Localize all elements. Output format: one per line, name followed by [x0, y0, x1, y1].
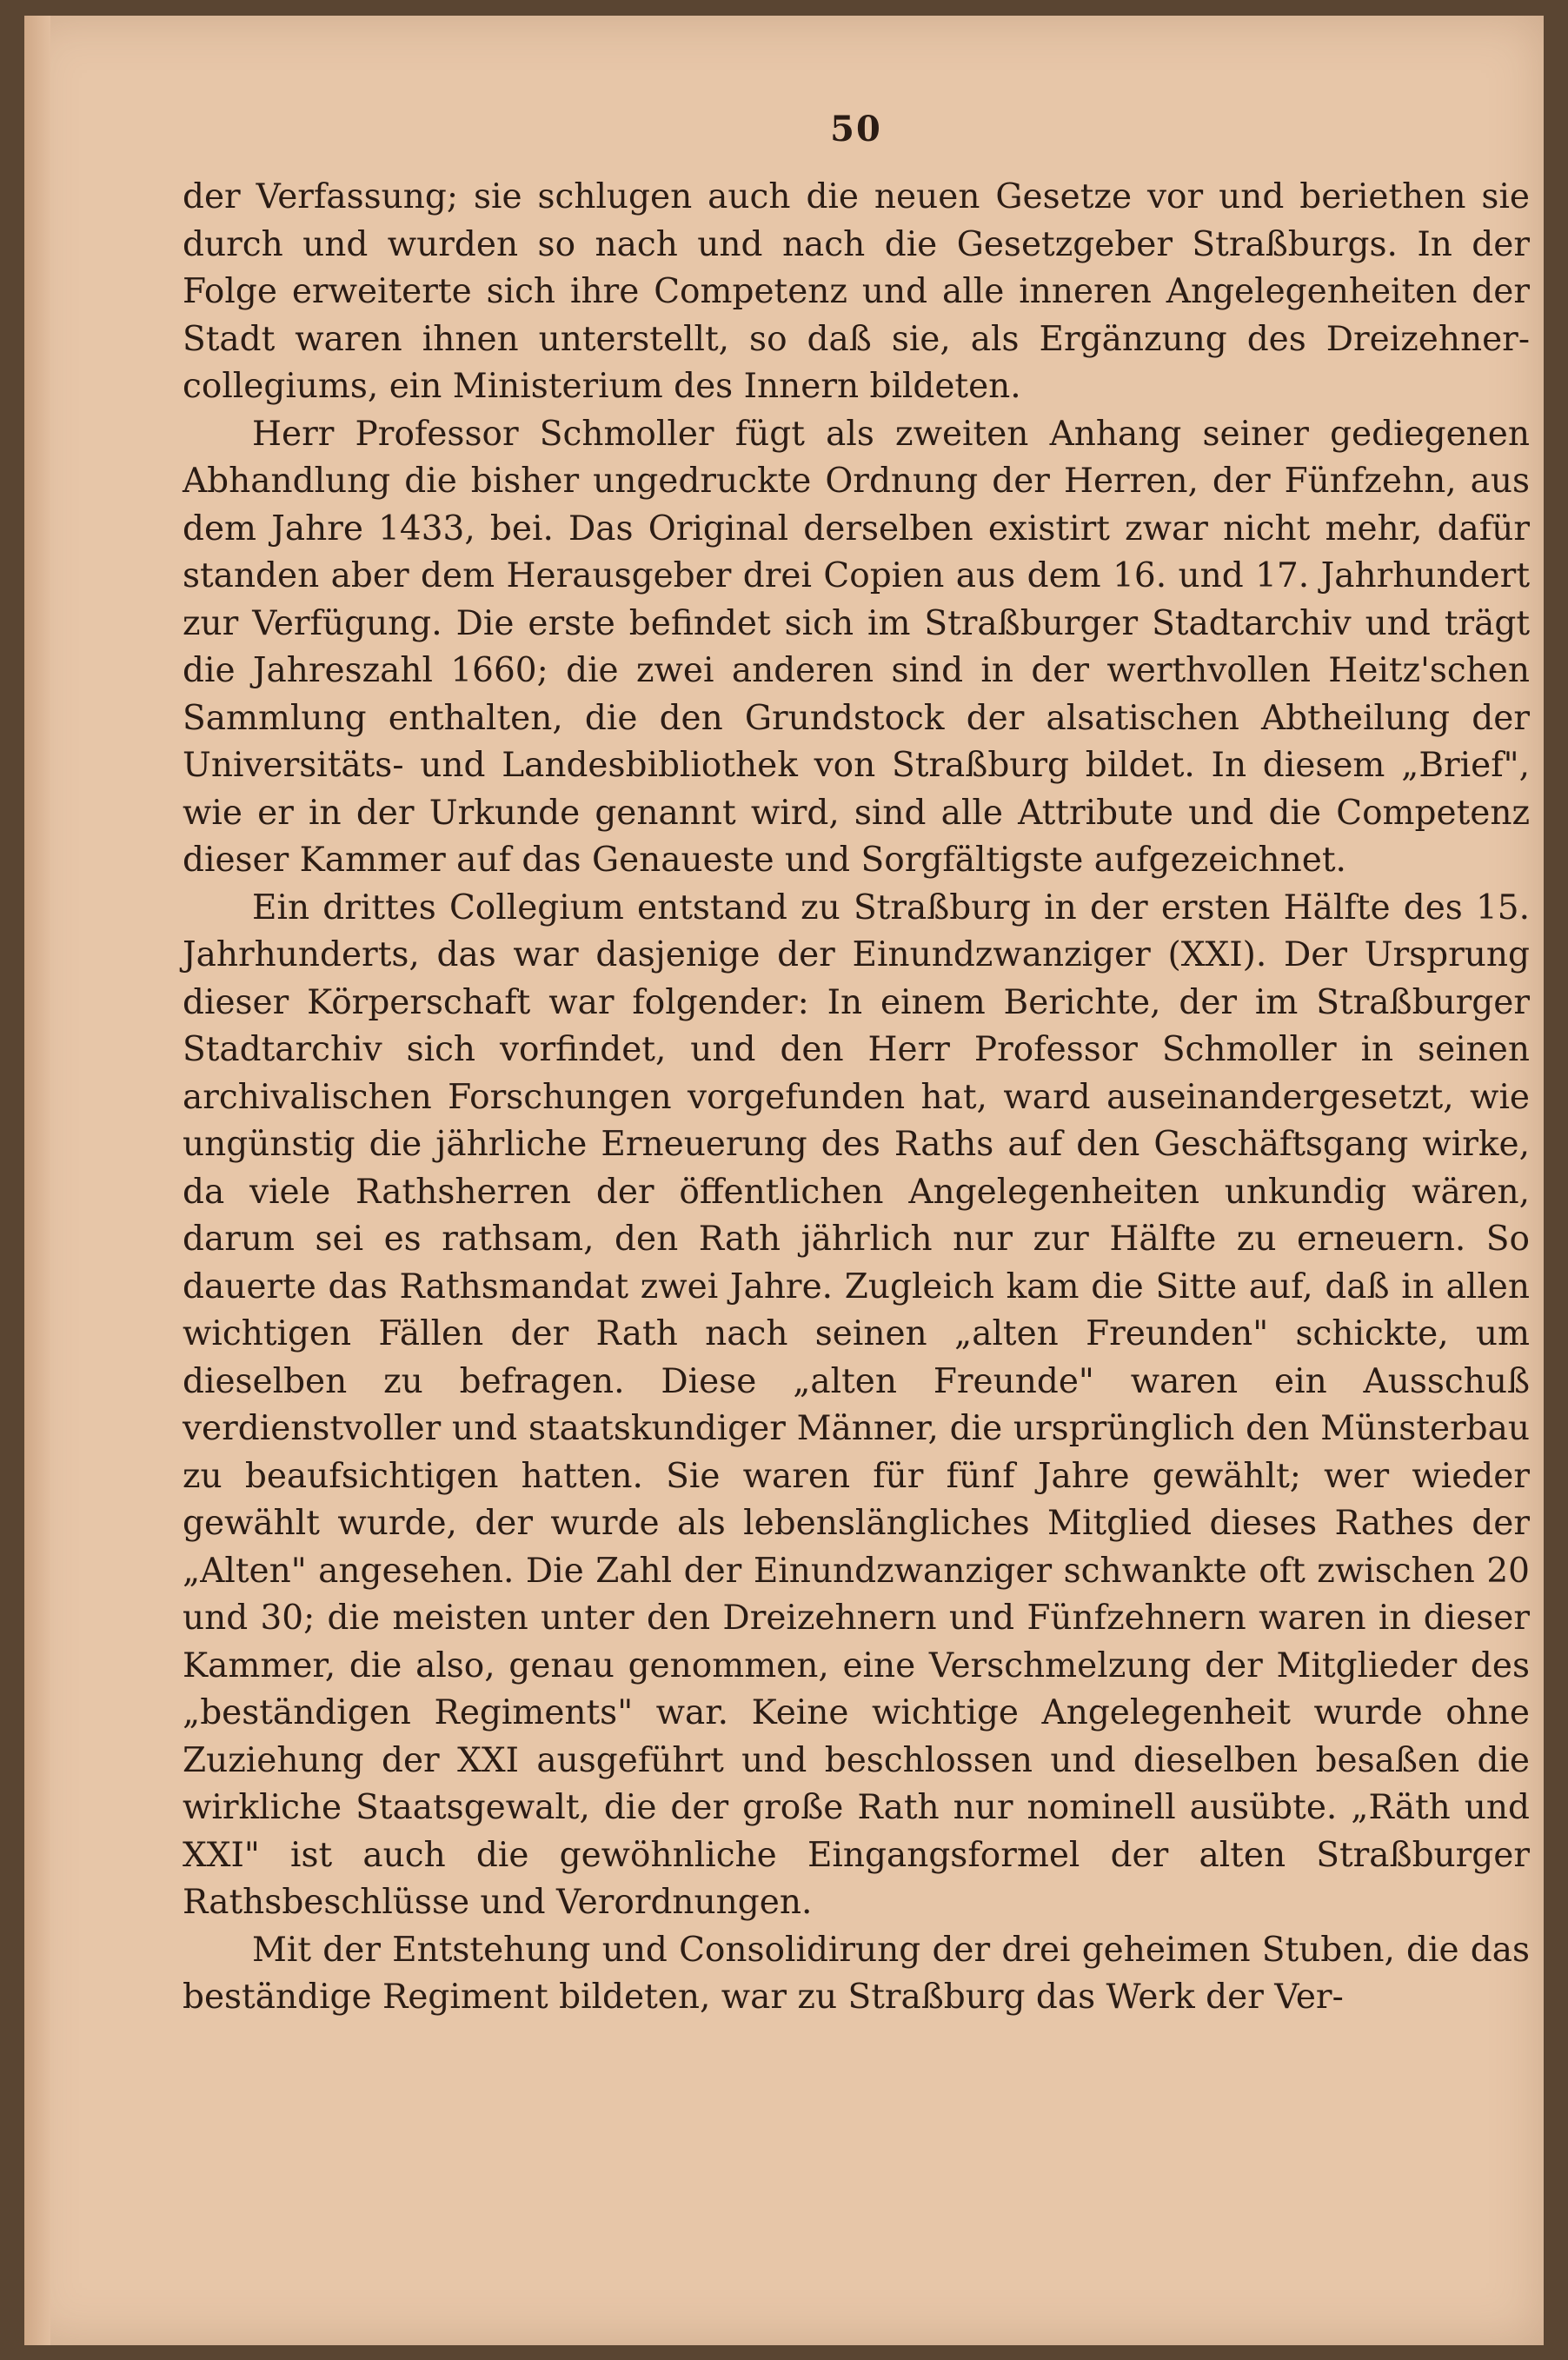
- page-number: 50: [830, 109, 882, 150]
- page-content: [183, 109, 1530, 2022]
- page-edge: [24, 16, 50, 2345]
- paragraph-3: Ein drittes Collegium entstand zu Straßburg in der ersten Hälfte des 15. Jahrhunderts, das war dasjenige der Einundzwanziger (XXI). Der Ursprung dieser Körperschaft war folgender: In einem Berichte, der im Straßburger Stadtarchiv sich vorfindet, und den Herr Professor Schmoller in seinen archivalischen Forschungen vorgefunden hat, ward auseinandergesetzt, wie ungünstig die jährliche Erneuerung des Raths auf den Geschäftsgang wirke, da viele Rathsherren der öffentlichen Angelegenheiten unkundig wären, darum sei es rathsam, den Rath jährlich nur zur Hälfte zu erneuern. So dauerte das Rathsmandat zwei Jahre. Zugleich kam die Sitte auf, daß in allen wichtigen Fällen der Rath nach seinen „alten Freunden" schickte, um dieselben zu befragen. Diese „alten Freunde" waren ein Ausschuß verdienstvoller und staatskundiger Männer, die ursprünglich den Münsterbau zu beaufsichtigen hatten. Sie waren für fünf Jahre gewählt; wer wieder gewählt wurde, der wurde als lebenslängliches Mitglied dieses Rathes der „Alten" angesehen. Die Zahl der Einundzwanziger schwankte oft zwischen 20 und 30; die meisten unter den Dreizehnern und Fünfzehnern waren in dieser Kammer, die also, genau genommen, eine Verschmelzung der Mitglieder des „beständigen Regiments" war. Keine wichtige Angelegenheit wurde ohne Zuziehung der XXI ausgeführt und beschlossen und dieselben besaßen die wirkliche Staatsgewalt, die der große Rath nur nominell ausübte. „Räth und XXI" ist auch die gewöhnliche Eingangsformel der alten Straßburger Rathsbeschlüsse und Verordnungen.: [183, 887, 1530, 1922]
- paragraph-4: Mit der Entstehung und Consolidirung der drei geheimen Stuben, die das beständige Regiment bildeten, war zu Straßburg das Werk der Ver-: [183, 1930, 1530, 2017]
- paragraph-2: Herr Professor Schmoller fügt als zweiten Anhang seiner gediegenen Abhandlung die bisher ungedruckte Ordnung der Herren, der Fünfzehn, aus dem Jahre 1433, bei. Das Original derselben existirt zwar nicht mehr, dafür standen aber dem Herausgeber drei Copien aus dem 16. und 17. Jahrhundert zur Verfügung. Die erste befindet sich im Straßburger Stadtarchiv und trägt die Jahreszahl 1660; die zwei anderen sind in der werthvollen Heitz'schen Sammlung enthalten, die den Grundstock der alsatischen Abtheilung der Universitäts- und Landesbibliothek von Straßburg bildet. In diesem „Brief", wie er in der Urkunde genannt wird, sind alle Attribute und die Competenz dieser Kammer auf das Genaueste und Sorgfältigste aufgezeichnet.: [183, 414, 1530, 880]
- paragraph-1: der Verfassung; sie schlugen auch die neuen Gesetze vor und beriethen sie durch und wurden so nach und nach die Gesetzgeber Straßburgs. In der Folge erweiterte sich ihre Competenz und alle inneren Angelegenheiten der Stadt waren ihnen unterstellt, so daß sie, als Ergänzung des Dreizehner-collegiums, ein Ministerium des Innern bildeten.: [183, 177, 1530, 406]
